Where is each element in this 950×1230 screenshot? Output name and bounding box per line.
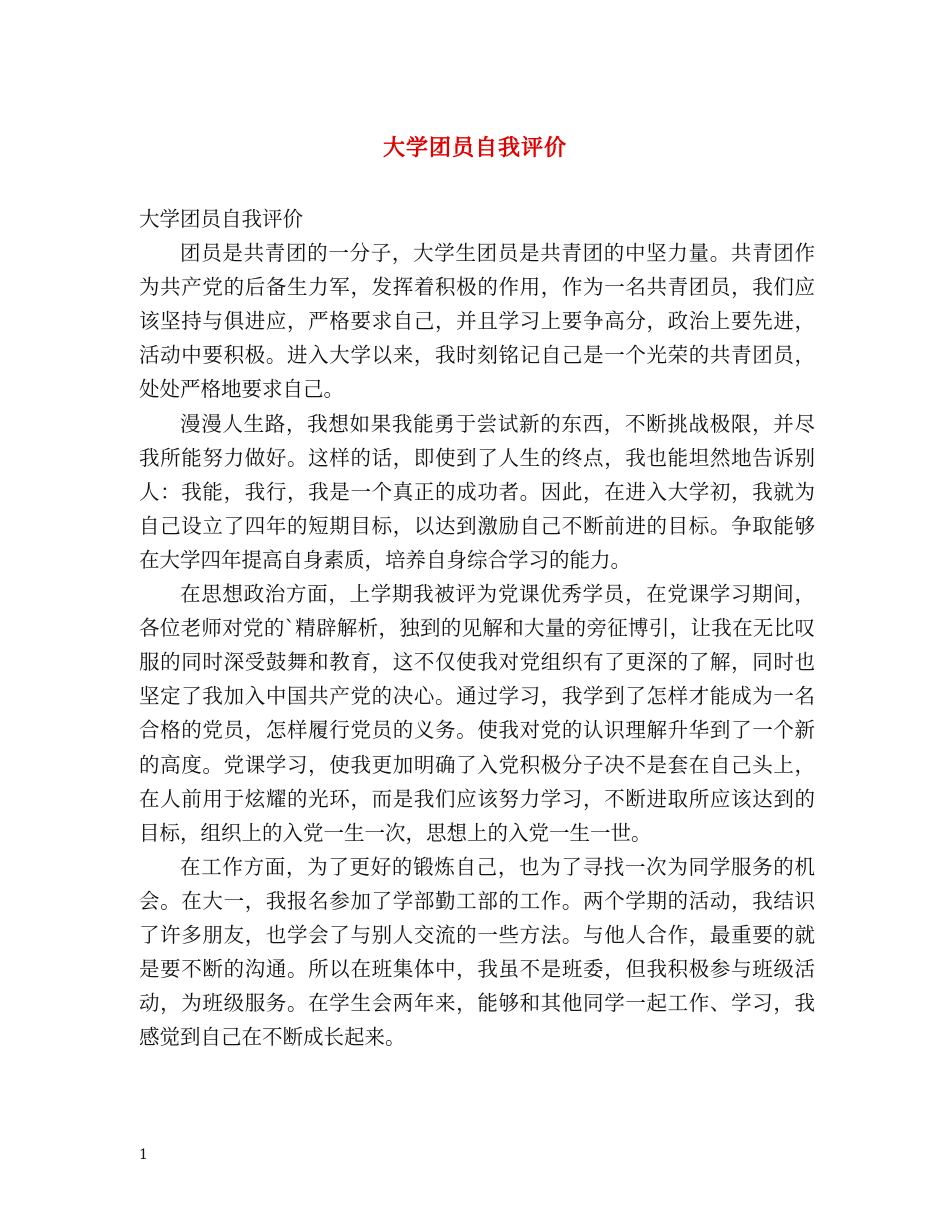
document-subtitle: 大学团员自我评价: [139, 207, 303, 231]
paragraph-1: 团员是共青团的一分子，大学生团员是共青团的中坚力量。共青团作为共产党的后备生力军，发挥着积极的作用，作为一名共青团员，我们应该坚持与俱进应，严格要求自己，并且学习上要争高分，政治上要先进，活动中要积极。进入大学以来，我时刻铭记自己是一个光荣的共青团员，处处严格地要求自己。: [139, 241, 815, 402]
page-number: 1: [139, 1147, 148, 1163]
paragraph-4: 在工作方面，为了更好的锻炼自己，也为了寻找一次为同学服务的机会。在大一，我报名参加了学部勤工部的工作。两个学期的活动，我结识了许多朋友，也学会了与别人交流的一些方法。与他人合作，最重要的就是要不断的沟通。所以在班集体中，我虽不是班委，但我积极参与班级活动，为班级服务。在学生会两年来，能够和其他同学一起工作、学习，我感觉到自己在不断成长起来。: [139, 854, 815, 1050]
document-title: 大学团员自我评价: [382, 135, 567, 161]
paragraph-3: 在思想政治方面，上学期我被评为党课优秀学员，在党课学习期间，各位老师对党的`精辟解析，独到的见解和大量的旁征博引，让我在无比叹服的同时深受鼓舞和教育，这不仅使我对党组织有了更深的了解，同时也坚定了我加入中国共产党的决心。通过学习，我学到了怎样才能成为一名合格的党员，怎样履行党员的义务。使我对党的认识理解升华到了一个新的高度。党课学习，使我更加明确了入党积极分子决不是套在自己头上，在人前用于炫耀的光环，而是我们应该努力学习，不断进取所应该达到的目标，组织上的入党一生一次，思想上的入党一生一世。: [139, 582, 815, 845]
document-body: [139, 202, 815, 1054]
paragraph-2: 漫漫人生路，我想如果我能勇于尝试新的东西，不断挑战极限，并尽我所能努力做好。这样的话，即使到了人生的终点，我也能坦然地告诉别人：我能，我行，我是一个真正的成功者。因此，在进入大学初，我就为自己设立了四年的短期目标，以达到激励自己不断前进的目标。争取能够在大学四年提高自身素质，培养自身综合学习的能力。: [139, 411, 815, 572]
